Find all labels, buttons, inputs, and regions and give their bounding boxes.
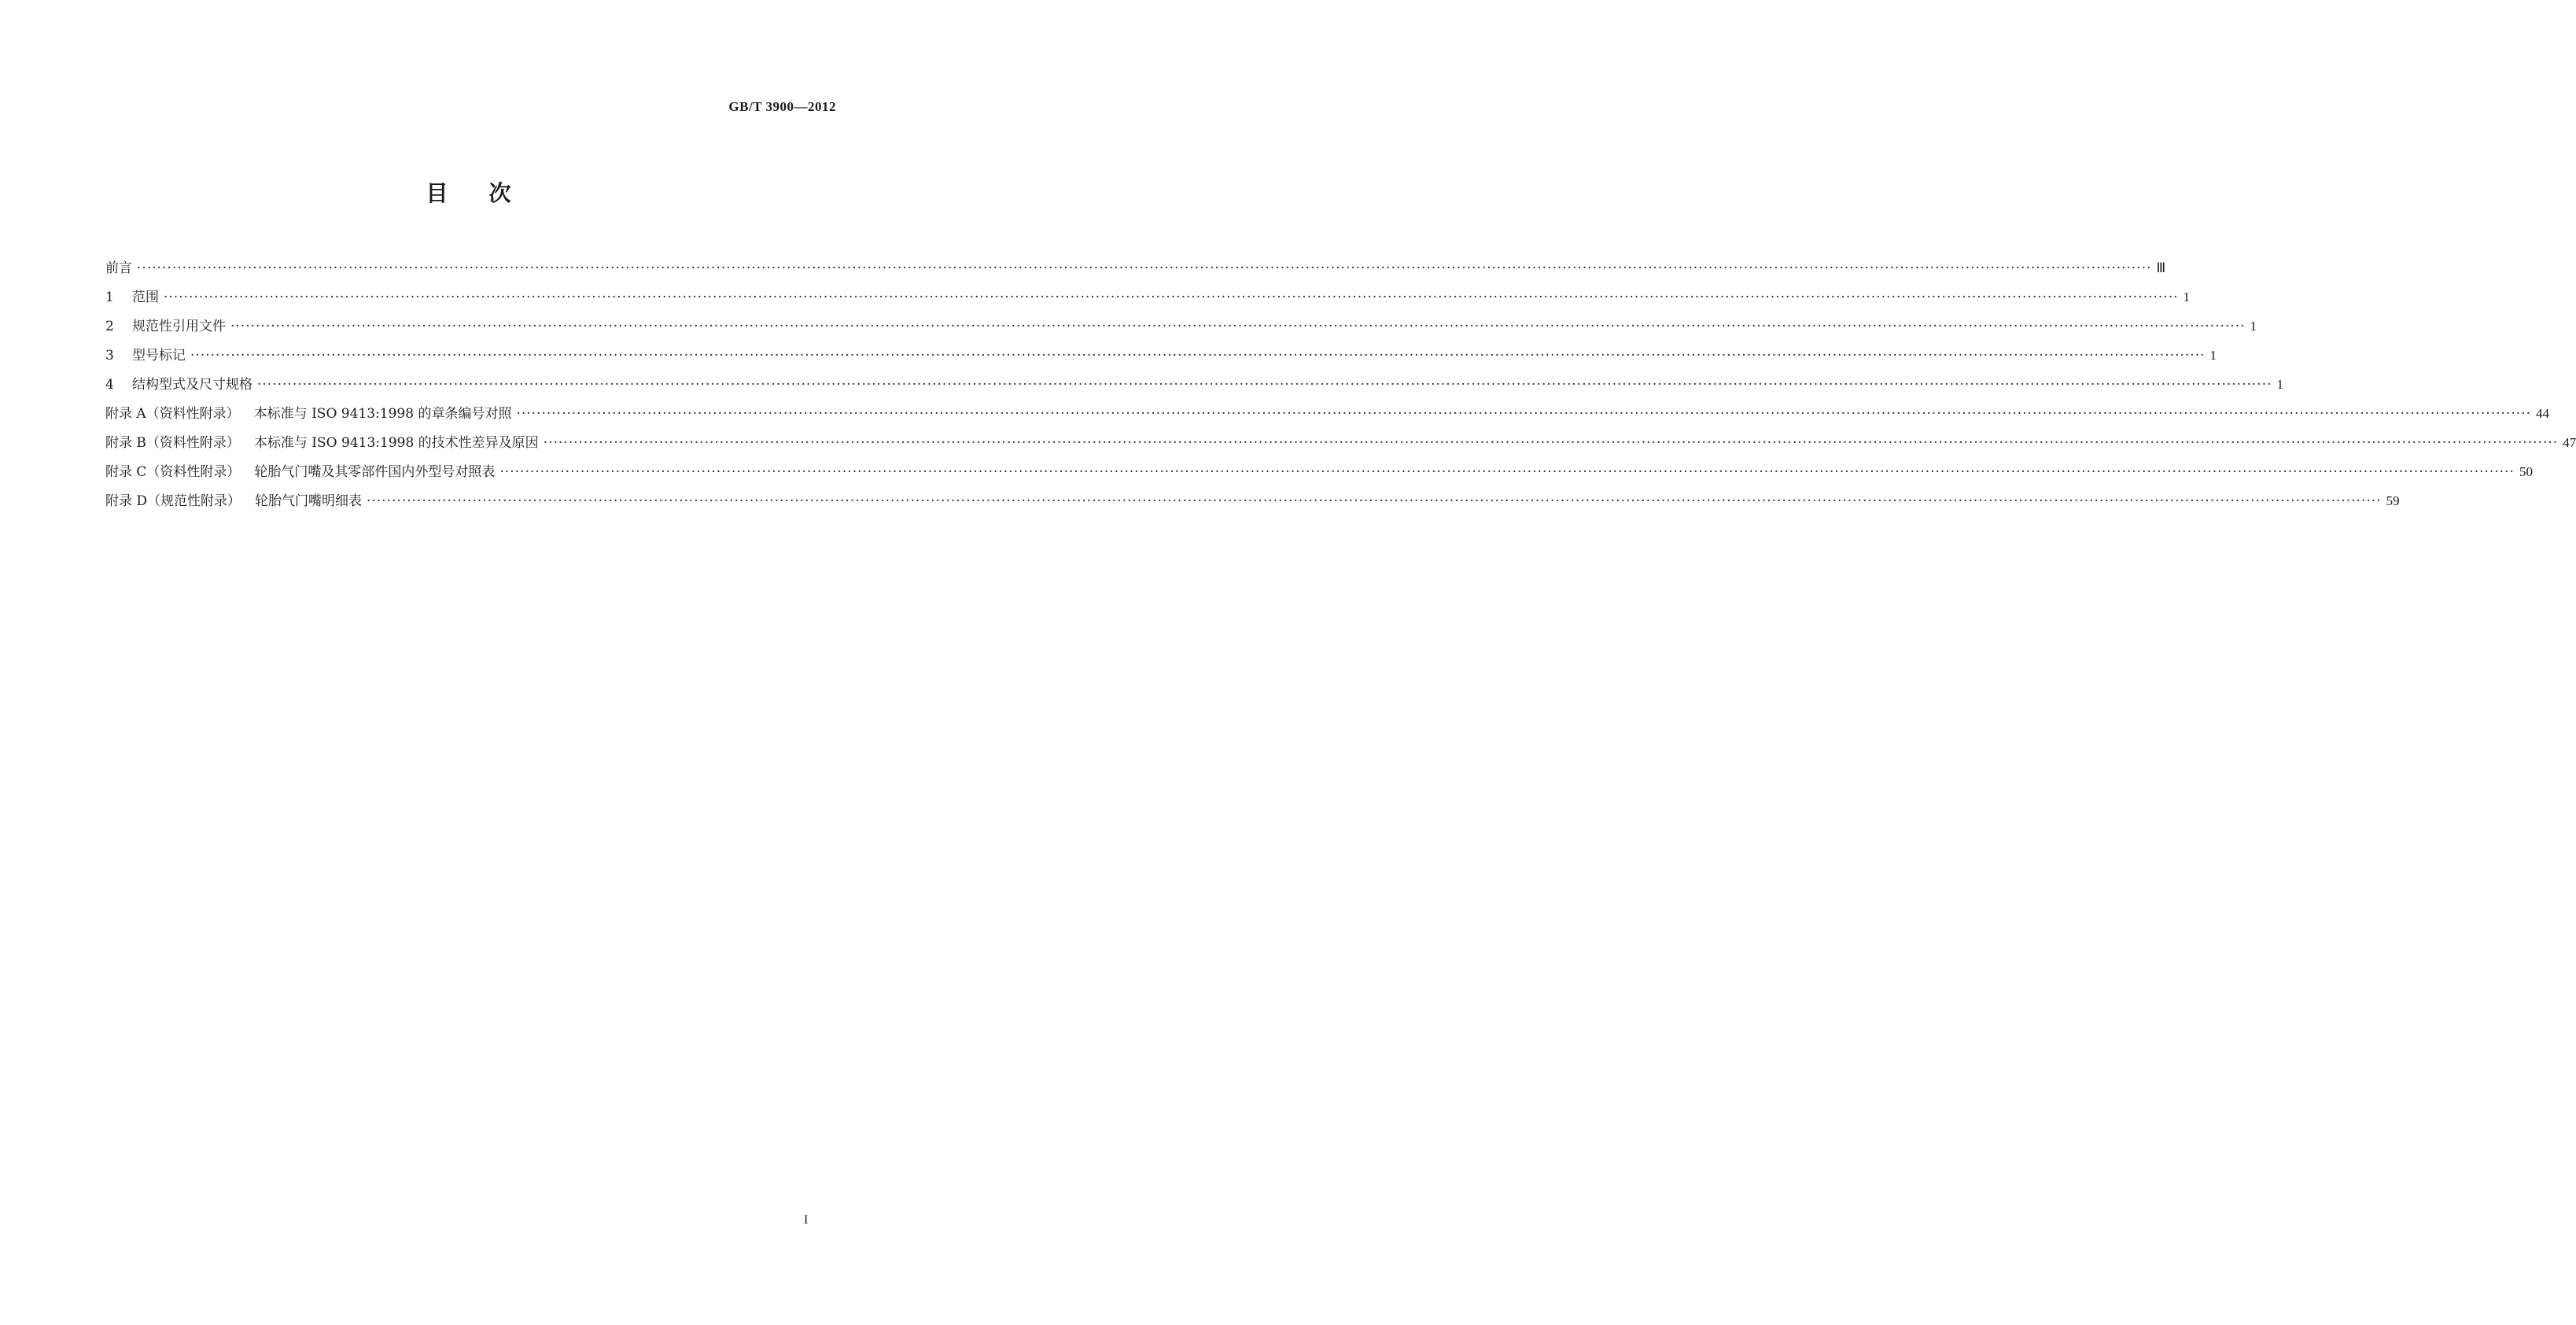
dot-leader: ················································································································································································································································································································································································································ xyxy=(367,493,2382,509)
page-title: 目次 xyxy=(426,180,552,206)
toc-entry-label: 4 结构型式及尺寸规格 xyxy=(105,377,252,393)
toc-entry-page: 1 xyxy=(2209,348,2217,363)
toc-entry-page: Ⅲ xyxy=(2156,260,2166,275)
toc-entry-page: 50 xyxy=(2519,464,2533,479)
section-number: 1 xyxy=(105,290,114,305)
toc-entry-label: 附录 A（资料性附录） 本标准与 ISO 9413:1998 的章条编号对照 xyxy=(105,406,512,422)
annex-prefix: 附录 D（规范性附录） xyxy=(105,493,241,509)
toc-entry-label: 附录 B（资料性附录） 本标准与 ISO 9413:1998 的技术性差异及原因 xyxy=(105,435,539,451)
toc-entry-page: 44 xyxy=(2535,406,2549,421)
toc-entry-normative-references[interactable] xyxy=(105,315,2257,344)
dot-leader: ················································································································································································································································································································································································································ xyxy=(230,319,2246,334)
toc-entry-label: 附录 D（规范性附录） 轮胎气门嘴明细表 xyxy=(105,493,363,509)
page-number: I xyxy=(804,1213,809,1227)
toc-entry-label: 1 范围 xyxy=(105,290,159,305)
toc-entry-scope[interactable] xyxy=(105,286,2191,315)
toc-entry-type-designation[interactable] xyxy=(105,344,2217,373)
annex-prefix: 附录 C（资料性附录） xyxy=(105,464,241,480)
dot-leader: ················································································································································································································································································································································································································ xyxy=(499,464,2515,480)
section-number: 3 xyxy=(105,348,114,364)
dot-leader: ················································································································································································································································································································································································································ xyxy=(137,260,2152,276)
section-number: 2 xyxy=(105,319,114,334)
toc-entry-structure-dimensions[interactable] xyxy=(105,373,2284,402)
annex-prefix: 附录 A（资料性附录） xyxy=(105,406,240,422)
toc-entry-annex-c[interactable] xyxy=(105,460,2533,489)
dot-leader: ················································································································································································································································································································································································································ xyxy=(257,377,2272,393)
dot-leader: ················································································································································································································································································································································································································ xyxy=(164,290,2179,305)
toc-entry-annex-b[interactable] xyxy=(105,431,2576,460)
dot-leader: ················································································································································································································································································································································································································ xyxy=(516,406,2531,422)
toc-entry-label: 附录 C（资料性附录） 轮胎气门嘴及其零部件国内外型号对照表 xyxy=(105,464,496,480)
toc-entry-label: 3 型号标记 xyxy=(105,348,186,364)
toc-entry-annex-d[interactable] xyxy=(105,489,2400,519)
dot-leader: ················································································································································································································································································································································································································ xyxy=(190,348,2206,364)
toc-entry-page: 1 xyxy=(2276,377,2284,392)
dot-leader: ················································································································································································································································································································································································································ xyxy=(543,435,2559,451)
standard-code: GB/T 3900—2012 xyxy=(728,99,836,114)
toc-entry-page: 59 xyxy=(2386,493,2400,508)
toc-entry-page: 1 xyxy=(2250,319,2257,334)
annex-prefix: 附录 B（资料性附录） xyxy=(105,435,240,451)
toc-entry-page: 47 xyxy=(2563,435,2576,450)
toc-entry-page: 1 xyxy=(2183,290,2191,304)
table-of-contents xyxy=(105,257,2576,519)
section-number: 4 xyxy=(105,377,114,393)
toc-entry-label: 前言 xyxy=(105,260,132,276)
toc-entry-foreword[interactable] xyxy=(105,257,2166,286)
toc-entry-label: 2 规范性引用文件 xyxy=(105,319,226,334)
toc-entry-annex-a[interactable] xyxy=(105,402,2549,431)
